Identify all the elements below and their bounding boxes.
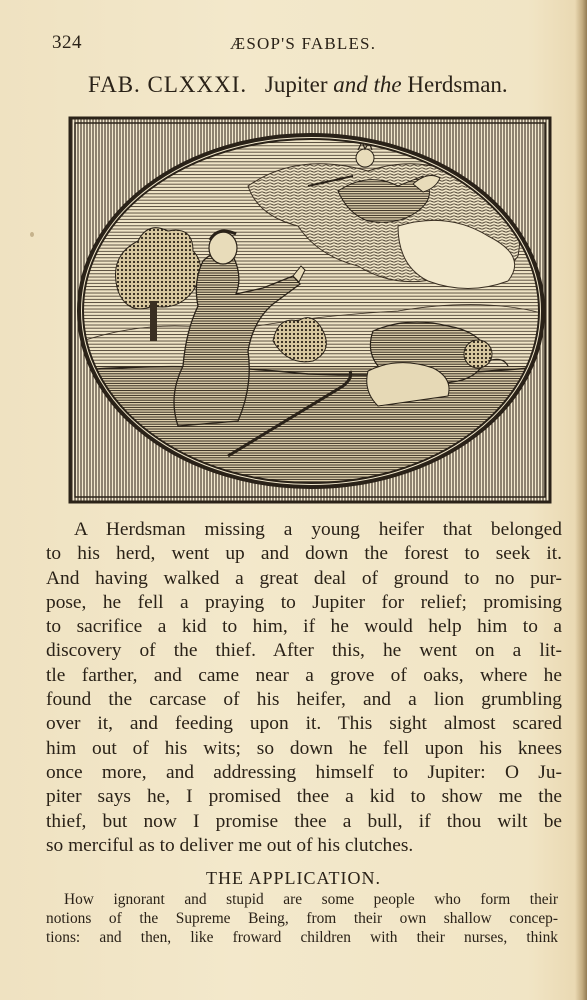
foxing-spot [30, 232, 34, 237]
page-edge-shadow [575, 0, 587, 1000]
body-line: A Herdsman missing a young heifer that belonged [74, 519, 562, 540]
application-line: notions of the Supreme Being, from their own shallow concep- [46, 910, 558, 927]
body-line: so merciful as to deliver me out of his clutches. [46, 834, 414, 856]
body-line: over it, and feeding upon it. This sight almost scared [46, 713, 562, 735]
fable-title [88, 72, 558, 98]
application-body [46, 890, 558, 947]
fable-title-jupiter: Jupiter [264, 72, 328, 97]
fable-title-and-the: and the [333, 72, 402, 97]
body-line: to sacrifice a kid to him, if he would help him to a [46, 616, 562, 638]
body-line: once more, and addressing himself to Jupiter: O Ju- [46, 761, 562, 783]
application-heading: THE APPLICATION. [205, 868, 381, 888]
application-line: How ignorant and stupid are some people who form their [64, 891, 558, 908]
body-line: to his herd, went up and down the forest to seek it. [46, 543, 562, 565]
page-number: 324 [52, 32, 82, 53]
application-line: tions: and then, like froward children with their nurses, think [46, 929, 558, 946]
fable-title-herdsman: Herdsman. [407, 72, 508, 97]
running-head: ÆSOP'S FABLES. [230, 34, 377, 53]
body-line: thief, but now I promise thee a bull, if thou wilt be [46, 810, 562, 832]
body-line: tle farther, and came near a grove of oaks, where he [46, 664, 562, 686]
fable-number: FAB. CLXXXI. [88, 72, 248, 97]
body-line: pose, he fell a praying to Jupiter for relief; promising [46, 591, 562, 613]
page-header [52, 32, 562, 56]
body-line: piter says he, I promised thee a kid to show me the [46, 786, 562, 808]
fable-body [46, 518, 562, 858]
woodcut-illustration [68, 116, 552, 504]
body-line: him out of his wits; so down he fell upon his knees [46, 737, 562, 759]
body-line: found the carcase of his heifer, and a lion grumbling [46, 689, 562, 711]
body-line: discovery of the thief. After this, he went on a lit- [46, 640, 562, 662]
body-line: And having walked a great deal of ground to no pur- [46, 567, 562, 589]
